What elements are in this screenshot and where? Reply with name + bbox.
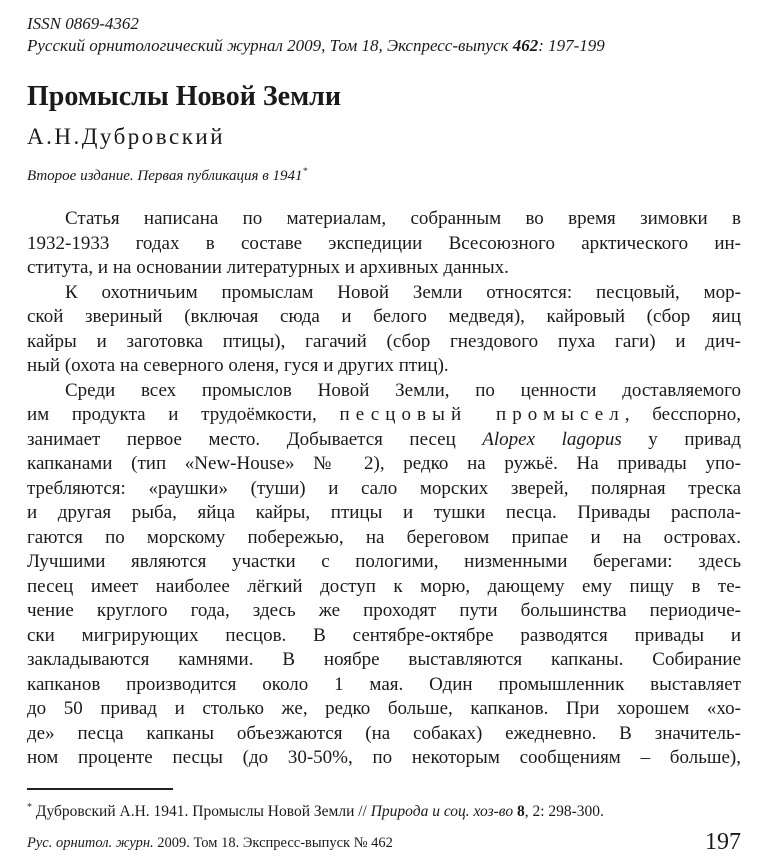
text-segment: капканами (тип «New-House» № 2), редко на ружьё. На привады упо- xyxy=(27,453,741,474)
journal-reference-line xyxy=(27,35,741,57)
text-segment: капканов производится около 1 мая. Один промышленник выставляет xyxy=(27,673,741,695)
body-line xyxy=(27,673,741,698)
footnote-citation-post: , 2: 298-300. xyxy=(524,802,604,820)
body-line xyxy=(27,207,741,232)
body-line xyxy=(27,379,741,404)
body-line xyxy=(27,354,741,379)
issn-text: ISSN 0869-4362 xyxy=(27,14,139,33)
text-segment: ски мигрирующих песцов. В сентябре-октябре разводятся привады и xyxy=(27,624,741,646)
text-segment: ный (охота на северного оленя, гуся и других птиц). xyxy=(27,355,449,376)
text-segment: ской звериный (включая сюда и белого медведя), кайровый (сбор яиц xyxy=(27,306,741,327)
text-segment: Среди всех промыслов Новой Земли, по ценности доставляемого xyxy=(65,379,741,401)
text-segment: де» песца капканы объезжаются (на собаках) ежедневно. В значитель- xyxy=(27,722,741,744)
text-segment: требляются: «раушки» (туши) и сало морских зверей, полярная треска xyxy=(27,477,741,499)
body-line xyxy=(27,575,741,600)
body-line xyxy=(27,256,741,281)
body-line xyxy=(27,330,741,355)
body-line xyxy=(27,722,741,747)
body-line xyxy=(27,599,741,624)
body-line xyxy=(27,281,741,306)
footnote-marker: * xyxy=(27,801,33,813)
paragraph xyxy=(27,379,741,771)
text-segment: кайры и заготовка птицы), гагачий (сбор гнездового пуха гаги) и дич- xyxy=(27,330,741,352)
article-title: Промыслы Новой Земли xyxy=(27,81,342,112)
text-segment: 1932-1933 годах в составе экспедиции Всесоюзного арктического ин- xyxy=(27,232,741,254)
species-latin-name: Alopex lagopus xyxy=(482,428,622,450)
footer-journal-rest: 2009. Том 18. Экспресс-выпуск № 462 xyxy=(153,835,393,851)
body-line xyxy=(27,477,741,502)
text-segment: Лучшими являются участки с пологими, низменными берегами: здесь xyxy=(27,551,741,572)
footnote xyxy=(27,798,741,822)
footnote-citation-pre: Дубровский А.Н. 1941. Промыслы Новой Земли // xyxy=(32,802,371,820)
footnote-volume: 8 xyxy=(513,802,525,820)
journal-reference-post: : 197-199 xyxy=(538,36,605,55)
body-line xyxy=(27,648,741,673)
text-segment: у привад xyxy=(621,428,741,450)
page-footer xyxy=(27,829,741,855)
text-segment: чение круглого года, здесь же проходят пути большинства периодиче- xyxy=(27,600,741,621)
text-segment: К охотничьим промыслам Новой Земли относятся: песцовый, мор- xyxy=(65,281,741,303)
text-segment: ном проценте песцы (до 30-50%, по некоторым сообщениям – больше), xyxy=(27,747,741,768)
footnote-marker: * xyxy=(302,166,308,177)
footer-journal-line xyxy=(27,834,393,855)
text-segment: занимает первое место. Добывается песец xyxy=(27,428,483,450)
edition-note-text: Второе издание. Первая публикация в 1941 xyxy=(27,168,303,184)
body-line xyxy=(27,697,741,722)
body-line xyxy=(27,624,741,649)
text-segment: закладываются камнями. В ноябре выставляются капканы. Собирание xyxy=(27,649,741,670)
body-line xyxy=(27,428,741,453)
spaced-emphasis: песцовый промысел xyxy=(339,404,625,425)
edition-note xyxy=(27,163,741,185)
text-segment: и другая рыба, яйца кайры, птицы и тушки песца. Привады распола- xyxy=(27,502,741,523)
footnote-divider xyxy=(27,788,173,790)
text-segment: Статья написана по материалам, собранным во время зимовки в xyxy=(65,208,741,229)
journal-reference-pre: Русский орнитологический журнал 2009, Том 18, Экспресс-выпуск xyxy=(27,36,513,55)
paragraph xyxy=(27,281,741,379)
paragraph xyxy=(27,207,741,281)
text-segment: до 50 привад и столько же, редко больше, капканов. При хорошем «хо- xyxy=(27,698,741,719)
article-body xyxy=(27,207,741,771)
body-line xyxy=(27,550,741,575)
body-line xyxy=(27,305,741,330)
text-segment: гаются по морскому побережью, на береговом припае и на островах. xyxy=(27,526,741,548)
body-line xyxy=(27,746,741,771)
body-line xyxy=(27,501,741,526)
page-number: 197 xyxy=(705,829,741,855)
footnote-source-name: Природа и соц. хоз-во xyxy=(370,802,514,820)
article-author: А.Н.Дубровский xyxy=(27,124,226,149)
body-line xyxy=(27,403,741,428)
journal-issue-number: 462 xyxy=(512,36,539,55)
issn-line xyxy=(27,13,741,35)
text-segment: им продукта и трудоёмкости, xyxy=(27,404,340,425)
footer-journal-abbrev: Рус. орнитол. журн. xyxy=(27,835,154,851)
text-segment: ститута, и на основании литературных и архивных данных. xyxy=(27,257,509,278)
text-segment: , бесспорно, xyxy=(624,404,741,425)
body-line xyxy=(27,452,741,477)
text-segment: песец имеет наиболее лёгкий доступ к морю, дающему ему пищу в те- xyxy=(27,575,741,597)
body-line xyxy=(27,232,741,257)
body-line xyxy=(27,526,741,551)
